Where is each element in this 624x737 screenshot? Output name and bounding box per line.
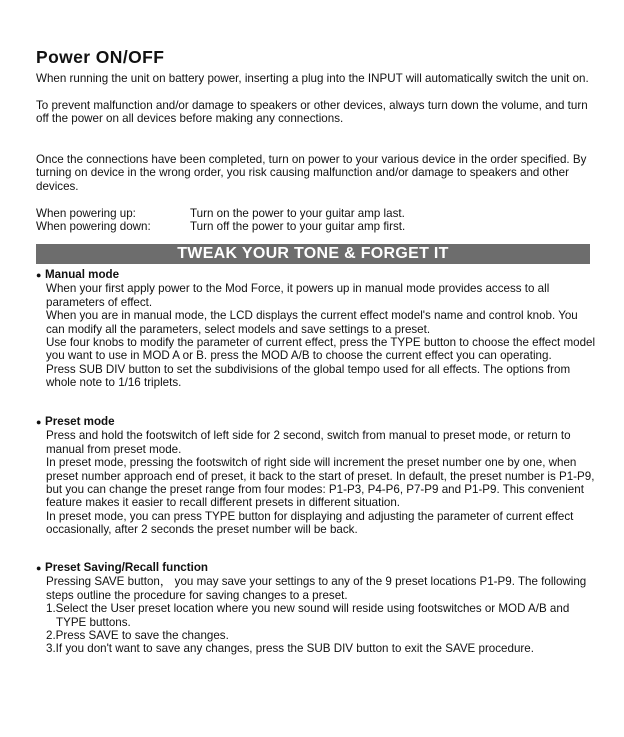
preset-saving-heading [36,561,596,575]
manual-mode-heading [36,268,596,282]
preset-line: Press and hold the footswitch of left side for 2 second, switch from manual to preset mode, or return to manual from preset mode. [46,429,571,456]
preset-saving-section [36,561,596,656]
preset-mode-title: Preset mode [45,415,115,428]
power-title: Power ON/OFF [36,47,165,67]
bullet-icon: ● [36,270,42,280]
power-up-label: When powering up: [36,207,136,220]
preset-mode-body [46,429,596,536]
power-paragraph-order: Once the connections have been completed, turn on power to your various device in the order specified. By turning on device in the wrong order, you risk causing malfunction and/or damage to speakers and other devices. [36,153,587,193]
preset-saving-title: Preset Saving/Recall function [45,561,209,574]
preset-line: In preset mode, you can press TYPE button for displaying and adjusting the parameter of current effect occasionally, after 2 seconds the preset number will be back. [46,509,574,537]
manual-line: Use four knobs to modify the parameter of current effect, press the TYPE button to choose the effect model you want to use in MOD A or B. press the MOD A/B to choose the current effect you can operating. [46,336,596,363]
power-down-label: When powering down: [36,220,151,233]
preset-mode-section [36,415,596,537]
saving-intro: Pressing SAVE button， you may save your settings to any of the 9 preset locations P1-P9. The following steps outline the procedure for saving changes to a preset. [46,575,587,602]
manual-mode-section [36,268,596,390]
power-down-value: Turn off the power to your guitar amp first. [190,220,406,233]
section-banner: TWEAK YOUR TONE & FORGET IT [36,244,590,264]
manual-line: Press SUB DIV button to set the subdivisions of the global tempo used for all effects. The options from whole note to 1/16 triplets. [46,362,571,390]
power-up-value: Turn on the power to your guitar amp last. [190,207,405,220]
preset-saving-body [46,575,596,655]
manual-line: When your first apply power to the Mod Force, it powers up in manual mode provides access to all parameters of effect. [46,282,550,309]
saving-step: 1.Select the User preset location where you new sound will reside using footswitches or MOD A/B and TYPE buttons. [46,602,570,629]
power-paragraph-battery: When running the unit on battery power, inserting a plug into the INPUT will automatically switch the unit on. [36,72,589,85]
manual-line: When you are in manual mode, the LCD displays the current effect model's name and control knob. You can modify all the parameters, select models and save settings to a preset. [46,309,578,336]
bullet-icon: ● [36,417,42,427]
saving-step: 3.If you don't want to save any changes, press the SUB DIV button to exit the SAVE procedure. [46,642,534,656]
bullet-icon: ● [36,563,42,573]
preset-mode-heading [36,415,596,429]
saving-step: 2.Press SAVE to save the changes. [46,629,229,643]
preset-line: In preset mode, pressing the footswitch of right side will increment the preset number one by one, when preset number approach end of preset, it back to the start of preset. In default, the preset number is P1-P9, but you can change the preset range from four modes: P1-P3, P4-P6, P7-P9 and P1-P9. This convenient feature makes it easier to recall different presets in different situation. [46,456,595,510]
power-paragraph-warning: To prevent malfunction and/or damage to speakers or other devices, always turn down the volume, and turn off the power on all devices before making any connections. [36,99,588,126]
manual-mode-body [46,282,596,389]
manual-mode-title: Manual mode [45,268,120,281]
